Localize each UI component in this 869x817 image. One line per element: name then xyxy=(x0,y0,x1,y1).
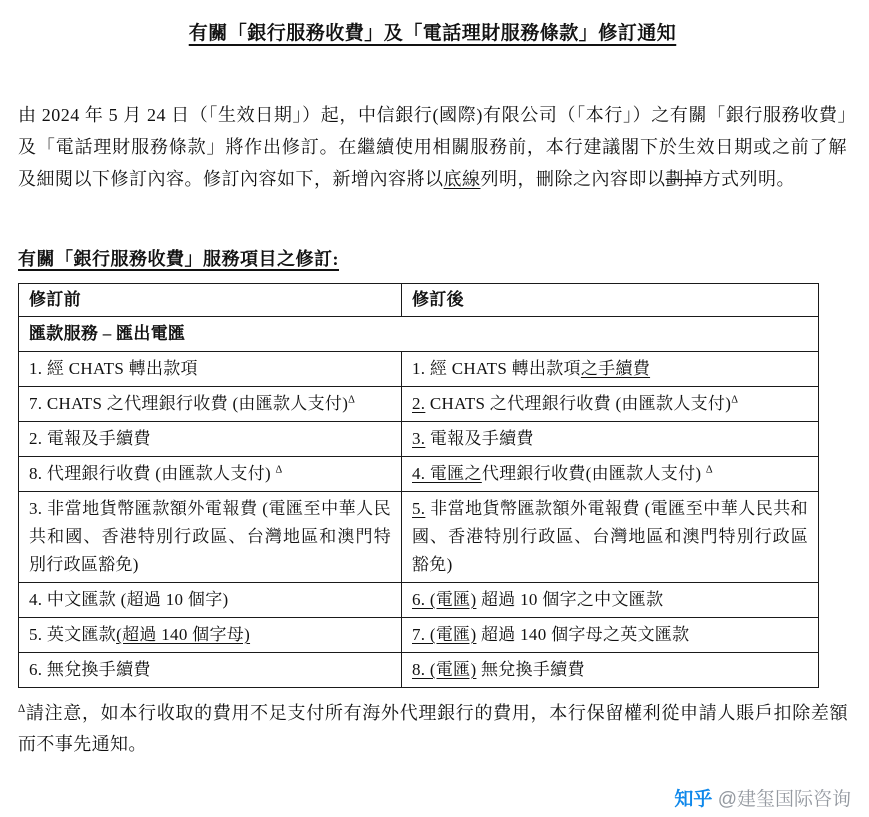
cell-text-segment: 無兌換手續費 xyxy=(476,660,585,679)
cell-after xyxy=(402,583,819,618)
table-row xyxy=(19,387,819,422)
cell-text-segment: 6. (電匯) xyxy=(412,590,477,609)
cell-text-segment: 1. 經 CHATS 轉出款項 xyxy=(412,359,581,378)
footnote-text: 請注意，如本行收取的費用不足支付所有海外代理銀行的費用，本行保留權利從申請人賬戶扣除差額而不事先通知。 xyxy=(18,703,848,754)
cell-text-segment: 2. 電報及手續費 xyxy=(29,429,151,448)
underline-demo-word: 底線 xyxy=(443,169,481,189)
cell-before xyxy=(19,387,402,422)
footnote xyxy=(18,698,848,760)
cell-text-segment: 7. (電匯) xyxy=(412,625,477,644)
table-header-row xyxy=(19,284,819,317)
cell-after xyxy=(402,387,819,422)
cell-text-segment: 8. 代理銀行收費 (由匯款人支付) xyxy=(29,464,276,483)
cell-text-segment: 5. 英文匯款 xyxy=(29,625,117,644)
footnote-marker-sup: Δ xyxy=(275,464,283,476)
cell-text-segment: 3. 非當地貨幣匯款額外電報費 (電匯至中華人民共和國、香港特別行政區、台灣地區和澳門特別行政區豁免) xyxy=(29,499,391,574)
revision-table-body xyxy=(19,317,819,688)
watermark xyxy=(674,784,851,811)
table-row xyxy=(19,352,819,387)
cell-before xyxy=(19,352,402,387)
intro-text-3: 方式列明。 xyxy=(702,169,795,189)
table-row xyxy=(19,583,819,618)
cell-text-segment: 6. 無兌換手續費 xyxy=(29,660,151,679)
cell-after xyxy=(402,653,819,688)
cell-after xyxy=(402,492,819,583)
cell-after xyxy=(402,422,819,457)
cell-text-segment: 代理銀行收費(由匯款人支付) xyxy=(481,464,706,483)
group-row-label: 匯款服務 – 匯出電匯 xyxy=(19,317,819,352)
zhihu-logo: 知乎 xyxy=(674,789,713,810)
intro-paragraph xyxy=(18,99,847,195)
col-header-after: 修訂後 xyxy=(402,284,819,317)
footnote-marker-sup: Δ xyxy=(705,464,713,476)
cell-after xyxy=(402,457,819,492)
cell-text-segment: (超過 140 個字母) xyxy=(116,625,251,644)
cell-text-segment: CHATS 之代理銀行收費 (由匯款人支付) xyxy=(425,394,732,413)
section-heading xyxy=(18,245,847,271)
table-row xyxy=(19,422,819,457)
cell-text-segment: 4. 中文匯款 (超過 10 個字) xyxy=(29,590,229,609)
cell-text-segment: 4. 電匯之 xyxy=(412,464,482,483)
cell-text-segment: 5. xyxy=(412,499,426,518)
cell-before xyxy=(19,492,402,583)
cell-text-segment: 3. xyxy=(412,429,426,448)
delta-marker: Δ xyxy=(18,703,26,715)
cell-before xyxy=(19,653,402,688)
section-heading-text: 有關「銀行服務收費」服務項目之修訂: xyxy=(18,249,339,269)
cell-before xyxy=(19,457,402,492)
footnote-marker-sup: Δ xyxy=(731,394,739,406)
cell-text-segment: 非當地貨幣匯款額外電報費 (電匯至中華人民共和國、香港特別行政區、台灣地區和澳門特別行政區豁免) xyxy=(412,499,808,574)
cell-text-segment: 之手續費 xyxy=(580,359,651,378)
page-title-text: 有關「銀行服務收費」及「電話理財服務條款」修訂通知 xyxy=(188,23,677,44)
cell-before xyxy=(19,618,402,653)
table-row xyxy=(19,653,819,688)
cell-text-segment: 電報及手續費 xyxy=(425,429,534,448)
strikethrough-demo-word: 劃掉 xyxy=(665,169,703,189)
cell-after xyxy=(402,352,819,387)
revision-table xyxy=(18,283,819,688)
footnote-marker-sup: Δ xyxy=(348,394,356,406)
table-group-row xyxy=(19,317,819,352)
table-row xyxy=(19,618,819,653)
cell-text-segment: 超過 10 個字之中文匯款 xyxy=(476,590,664,609)
table-row xyxy=(19,457,819,492)
cell-after xyxy=(402,618,819,653)
table-row xyxy=(19,492,819,583)
cell-text-segment: 超過 140 個字母之英文匯款 xyxy=(476,625,690,644)
page-title xyxy=(18,18,847,45)
cell-before xyxy=(19,422,402,457)
cell-text-segment: 7. CHATS 之代理銀行收費 (由匯款人支付) xyxy=(29,394,349,413)
col-header-before: 修訂前 xyxy=(19,284,402,317)
cell-text-segment: 2. xyxy=(412,394,426,413)
watermark-handle: @建玺国际咨询 xyxy=(717,789,851,810)
intro-text-2: 列明，刪除之內容即以 xyxy=(480,169,666,189)
cell-text-segment: 8. (電匯) xyxy=(412,660,477,679)
cell-before xyxy=(19,583,402,618)
intro-text-1: 由 2024 年 5 月 24 日（「生效日期」）起，中信銀行(國際)有限公司（「本行」）之有關「銀行服務收費」及「電話理財服務條款」將作出修訂。在繼續使用相關服務前，本行建議閣下於生效日期或之前了解及細閱以下修訂內容。修訂內容如下，新增內容將以 xyxy=(18,105,847,189)
cell-text-segment: 1. 經 CHATS 轉出款項 xyxy=(29,359,198,378)
